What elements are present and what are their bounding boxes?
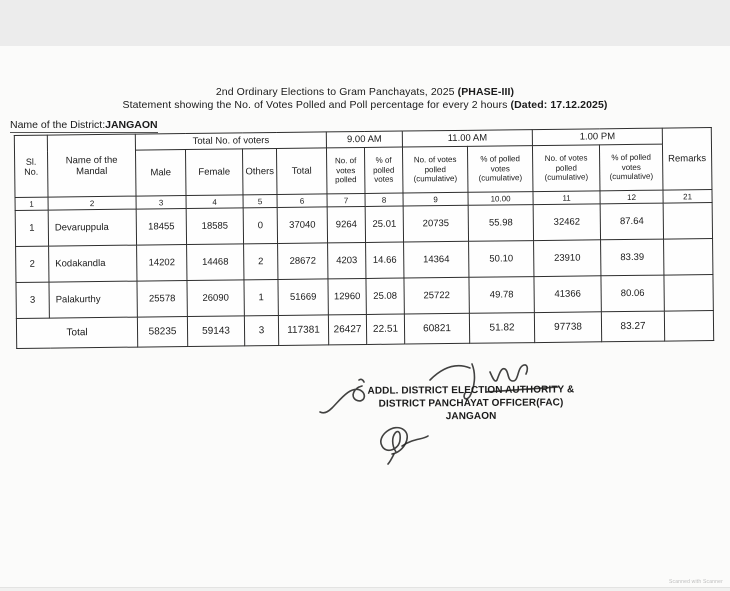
data-cell-11am-votes: 20735 bbox=[403, 205, 468, 242]
col-num-cell: 6 bbox=[277, 194, 327, 208]
col-num-cell: 4 bbox=[186, 195, 243, 209]
scan-bottom-margin bbox=[0, 587, 730, 591]
header-total-voters-group: Total No. of voters bbox=[135, 132, 326, 150]
title-line-2-text: Statement showing the No. of Votes Polled and Poll percentage for every 2 hours bbox=[122, 99, 511, 111]
header-9am-votes: No. of votes polled bbox=[326, 147, 365, 193]
data-cell-sl: 2 bbox=[16, 246, 49, 282]
signature-line-2: DISTRICT PANCHAYAT OFFICER(FAC) bbox=[378, 397, 564, 410]
col-num-cell: 11 bbox=[533, 191, 600, 205]
district-label: Name of the District: bbox=[10, 119, 106, 131]
header-11am-pct-cum: % of polled votes (cumulative) bbox=[467, 146, 533, 193]
signature-stroke bbox=[320, 386, 364, 413]
data-cell-others: 2 bbox=[244, 243, 278, 279]
total-1pm-pct: 83.27 bbox=[601, 311, 664, 342]
header-9am-pct: % of polled votes bbox=[364, 147, 403, 193]
data-cell-9am-pct: 25.01 bbox=[365, 206, 403, 242]
col-num-cell: 10.00 bbox=[468, 192, 533, 206]
col-num-cell: 1 bbox=[15, 197, 48, 210]
signature-line-1: ADDL. DISTRICT ELECTION AUTHORITY & bbox=[367, 384, 575, 397]
data-cell-11am-pct: 50.10 bbox=[469, 241, 534, 278]
col-num-cell: 12 bbox=[600, 190, 663, 204]
data-cell-9am-pct: 14.66 bbox=[366, 242, 404, 278]
header-others: Others bbox=[242, 148, 277, 194]
header-11am-votes-cum: No. of votes polled (cumulative) bbox=[402, 146, 468, 193]
header-remarks: Remarks bbox=[662, 128, 712, 191]
data-cell-9am-votes: 4203 bbox=[328, 242, 366, 278]
data-cell-1pm-pct: 83.39 bbox=[601, 239, 664, 276]
title-line-1-text: 2nd Ordinary Elections to Gram Panchayats, 2025 bbox=[215, 86, 458, 98]
data-cell-11am-votes: 14364 bbox=[404, 241, 469, 278]
data-cell-male: 18455 bbox=[136, 209, 186, 246]
signature-stroke bbox=[381, 428, 407, 454]
data-cell-male: 14202 bbox=[137, 245, 187, 282]
data-cell-mandal: Palakurthy bbox=[49, 281, 137, 318]
header-mandal: Name of the Mandal bbox=[47, 134, 136, 197]
data-cell-total: 37040 bbox=[277, 207, 327, 244]
data-cell-sl: 1 bbox=[15, 210, 48, 246]
total-1pm-votes: 97738 bbox=[534, 312, 601, 343]
data-cell-11am-pct: 49.78 bbox=[469, 277, 534, 314]
data-cell-1pm-pct: 80.06 bbox=[601, 275, 664, 312]
document-title bbox=[0, 86, 730, 112]
header-time-9am: 9.00 AM bbox=[326, 131, 402, 148]
signature-stroke bbox=[490, 365, 527, 381]
data-cell-9am-pct: 25.08 bbox=[366, 278, 404, 314]
handwritten-signature-scribbles bbox=[318, 352, 568, 467]
data-cell-9am-votes: 12960 bbox=[328, 278, 366, 314]
data-cell-remarks bbox=[664, 275, 713, 312]
total-9am-votes: 26427 bbox=[328, 314, 366, 344]
col-num-cell: 5 bbox=[243, 194, 277, 207]
header-male: Male bbox=[135, 150, 186, 197]
header-female: Female bbox=[185, 149, 243, 196]
data-cell-female: 18585 bbox=[186, 208, 243, 245]
col-num-cell: 3 bbox=[136, 196, 186, 210]
header-time-1pm: 1.00 PM bbox=[532, 128, 662, 145]
votes-polled-table bbox=[14, 127, 714, 349]
total-male: 58235 bbox=[137, 317, 187, 348]
data-cell-others: 1 bbox=[244, 279, 278, 315]
col-num-cell: 7 bbox=[327, 193, 365, 206]
data-cell-female: 14468 bbox=[187, 244, 244, 281]
data-cell-11am-votes: 25722 bbox=[404, 277, 469, 314]
total-11am-votes: 60821 bbox=[404, 313, 469, 344]
title-line-2 bbox=[0, 99, 730, 112]
scanner-watermark: Scanned with Scanner bbox=[668, 579, 723, 585]
header-1pm-pct-cum: % of polled votes (cumulative) bbox=[599, 144, 663, 191]
data-cell-male: 25578 bbox=[137, 281, 187, 318]
signature-stroke bbox=[388, 454, 394, 464]
total-9am-pct: 22.51 bbox=[366, 314, 404, 344]
data-cell-remarks bbox=[663, 203, 712, 240]
total-total: 117381 bbox=[278, 315, 328, 346]
data-cell-1pm-votes: 32462 bbox=[533, 204, 600, 241]
data-cell-total: 28672 bbox=[278, 243, 328, 280]
total-others: 3 bbox=[244, 315, 278, 345]
data-cell-1pm-pct: 87.64 bbox=[600, 203, 663, 240]
data-cell-11am-pct: 55.98 bbox=[468, 205, 533, 242]
signature-stroke bbox=[464, 364, 474, 399]
data-cell-mandal: Devaruppula bbox=[48, 209, 136, 246]
header-sl-no: Sl. No. bbox=[14, 135, 48, 197]
data-cell-mandal: Kodakandla bbox=[49, 245, 137, 282]
col-num-cell: 8 bbox=[365, 193, 403, 206]
data-cell-others: 0 bbox=[243, 207, 277, 243]
title-line-1 bbox=[0, 86, 730, 99]
total-female: 59143 bbox=[187, 316, 244, 347]
title-line-2-date: (Dated: 17.12.2025) bbox=[510, 99, 608, 111]
district-line bbox=[10, 119, 158, 131]
total-label: Total bbox=[16, 317, 137, 348]
total-11am-pct: 51.82 bbox=[469, 313, 534, 344]
signature-stroke bbox=[359, 379, 364, 382]
col-num-cell: 2 bbox=[48, 196, 136, 210]
data-cell-sl: 3 bbox=[16, 282, 49, 318]
header-1pm-votes-cum: No. of votes polled (cumulative) bbox=[532, 145, 600, 192]
header-total: Total bbox=[276, 148, 327, 195]
signature-line-3: JANGAON bbox=[445, 410, 497, 423]
data-cell-total: 51669 bbox=[278, 279, 328, 316]
col-num-cell: 9 bbox=[403, 192, 468, 206]
signature-stroke bbox=[430, 366, 470, 380]
scan-top-margin bbox=[0, 0, 730, 46]
total-remarks bbox=[664, 311, 713, 342]
data-cell-1pm-votes: 23910 bbox=[534, 240, 601, 277]
header-time-11am: 11.00 AM bbox=[402, 130, 532, 147]
signature-stroke bbox=[486, 387, 558, 392]
data-cell-female: 26090 bbox=[187, 280, 244, 317]
data-cell-9am-votes: 9264 bbox=[327, 206, 365, 242]
data-cell-1pm-votes: 41366 bbox=[534, 276, 601, 313]
data-cell-remarks bbox=[664, 239, 713, 276]
district-value: JANGAON bbox=[105, 119, 158, 131]
col-num-cell: 21 bbox=[663, 190, 712, 204]
title-line-1-phase: (PHASE-III) bbox=[457, 86, 515, 98]
